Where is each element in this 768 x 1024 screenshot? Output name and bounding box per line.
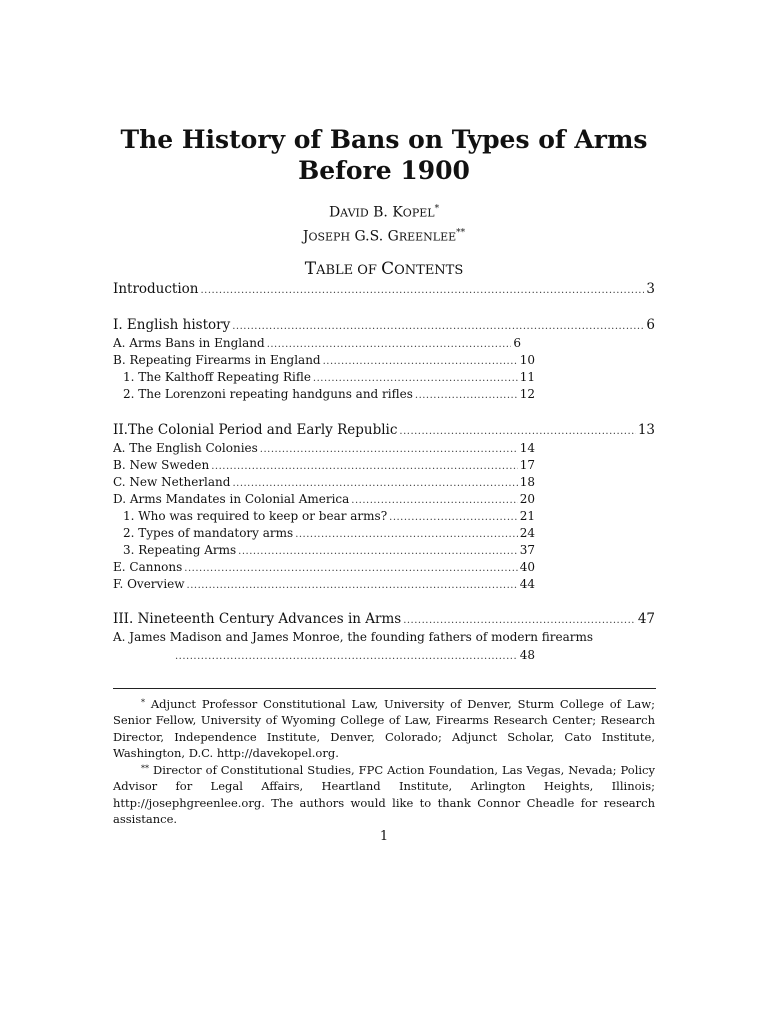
toc-entry-nineteenth-century[interactable]: III. Nineteenth Century Advances in Arms ..... 47: [113, 611, 655, 630]
toc-entry-new-netherland[interactable]: C. New Netherland ..... 18: [113, 475, 535, 492]
footnote-1-text: Adjunct Professor Constitutional Law, University of Denver, Sturm College of Law; Senior Fellow, University of Wyoming College of Law, Firearms Research Center; Research Director, Independence Institute, Denver, Colorado; Adjunct Scholar, Cato Institute, Washington, D.C. http://davekopel.org.: [113, 697, 656, 761]
toc-entry-colonial-period[interactable]: II.The Colonial Period and Early Republic ..... 13: [113, 422, 655, 441]
toc-entry-types-mandatory-arms[interactable]: 2. Types of mandatory arms ..... 24: [123, 526, 535, 543]
footnote-mark: *: [141, 698, 145, 707]
toc-entry-cannons[interactable]: E. Cannons ..... 40: [113, 560, 535, 577]
toc-entry-english-history[interactable]: I. English history ..... 6: [113, 317, 655, 336]
title-line-2: Before 1900: [298, 156, 470, 185]
footnote-mark: **: [456, 228, 466, 239]
toc-entry-overview[interactable]: F. Overview ..... 44: [113, 577, 535, 594]
toc-entry-arms-mandates[interactable]: D. Arms Mandates in Colonial America ..... 20: [113, 492, 535, 509]
title-line-1: The History of Bans on Types of Arms: [120, 125, 648, 154]
toc-entry-madison-monroe-page[interactable]: ..... 48: [175, 648, 535, 665]
page-number: 1: [379, 829, 389, 844]
toc-entry-english-colonies[interactable]: A. The English Colonies ..... 14: [113, 441, 535, 458]
toc-entry-repeating-firearms-england[interactable]: B. Repeating Firearms in England ..... 10: [113, 353, 535, 370]
author-list: [0, 199, 768, 248]
toc-entry-repeating-arms[interactable]: 3. Repeating Arms ..... 37: [123, 543, 535, 560]
footnote-mark: **: [141, 764, 149, 773]
footnote-2-text: Director of Constitutional Studies, FPC Action Foundation, Las Vegas, Nevada; Policy Advisor for Legal Affairs, Heartland Institute, Arlington Heights, Illinois; http://josephgreenlee.org. The authors would like to thank Connor Cheadle for research assistance.: [113, 763, 655, 827]
toc-entry-introduction[interactable]: Introduction ..... 3: [113, 281, 655, 300]
footnote-1: [113, 695, 655, 762]
footnote-2: [113, 761, 655, 828]
footnote-divider: [113, 688, 656, 689]
document-title: [0, 124, 768, 186]
toc-entry-new-sweden[interactable]: B. New Sweden ..... 17: [113, 458, 535, 475]
toc-heading: TABLE OF CONTENTS: [304, 259, 464, 279]
toc-entry-madison-monroe-label[interactable]: A. James Madison and James Monroe, the founding fathers of modern firearms: [113, 630, 594, 644]
author-greenlee: JOSEPH G.S. GREENLEE**: [302, 228, 466, 245]
toc-entry-lorenzoni[interactable]: 2. The Lorenzoni repeating handguns and rifles ..... 12: [123, 387, 535, 404]
toc-entry-who-required[interactable]: 1. Who was required to keep or bear arms? ..... 21: [123, 509, 535, 526]
author-kopel: DAVID B. KOPEL*: [328, 204, 440, 221]
footnote-mark: *: [434, 204, 440, 214]
toc-entry-arms-bans-england[interactable]: A. Arms Bans in England ..... 6: [113, 336, 521, 353]
toc-entry-kalthoff-rifle[interactable]: 1. The Kalthoff Repeating Rifle ..... 11: [123, 370, 535, 387]
